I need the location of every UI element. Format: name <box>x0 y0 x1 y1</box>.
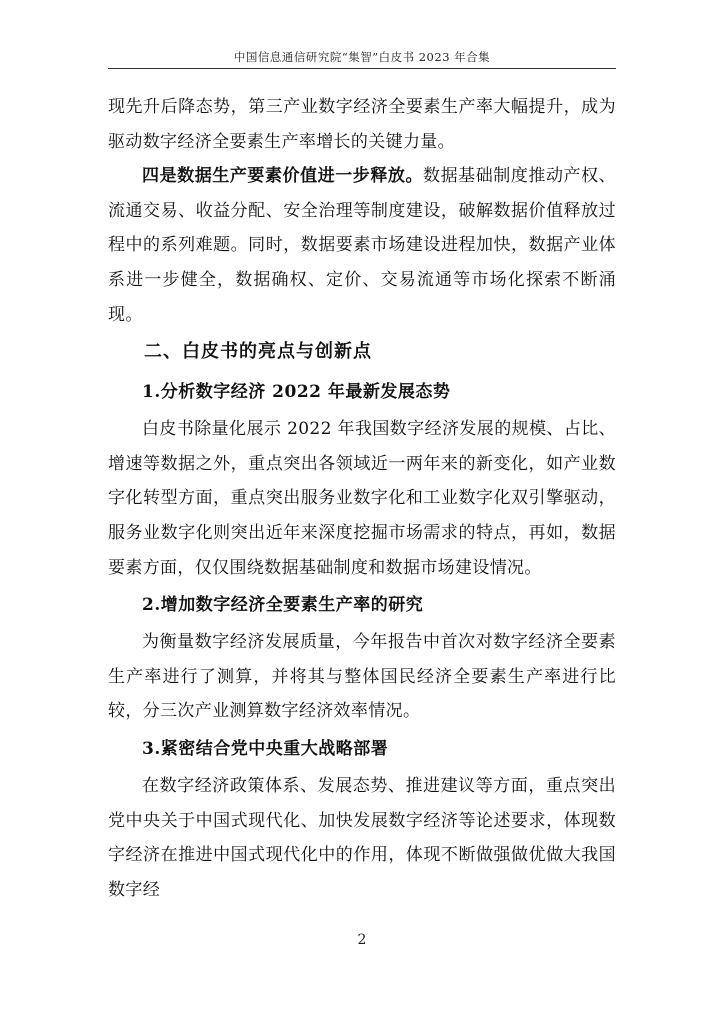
header-rule <box>108 68 616 69</box>
body-text <box>108 90 616 907</box>
paragraph-subsection-1: 白皮书除量化展示 2022 年我国数字经济发展的规模、占比、增速等数据之外，重点突出各领域近一两年来的新变化，如产业数字化转型方面，重点突出服务业数字化和工业数字化双引擎驱动，服务业数字化则突出近年来深度挖掘市场需求的特点，再如，数据要素方面，仅仅围绕数据基础制度和数据市场建设情况。 <box>108 419 616 578</box>
section-heading: 二、白皮书的亮点与创新点 <box>144 341 372 363</box>
paragraph-subsection-2: 为衡量数字经济发展质量，今年报告中首次对数字经济全要素生产率进行了测算，并将其与整体国民经济全要素生产率进行比较，分三次产业测算数字经济效率情况。 <box>108 632 616 722</box>
paragraph-continued: 现先升后降态势，第三产业数字经济全要素生产率大幅提升，成为驱动数字经济全要素生产率增长的关键力量。 <box>108 97 616 152</box>
page-number: 2 <box>357 932 367 948</box>
subheading-3: 3.紧密结合党中央重大战略部署 <box>142 738 389 759</box>
paragraph-data-elements <box>108 159 616 332</box>
subheading-2: 2.增加数字经济全要素生产率的研究 <box>142 595 424 616</box>
paragraph-lead-bold: 四是数据生产要素价值进一步释放。 <box>142 166 424 187</box>
subheading-1: 1.分析数字经济 2022 年最新发展态势 <box>142 382 451 403</box>
paragraph-subsection-3: 在数字经济政策体系、发展态势、推进建议等方面，重点突出党中央关于中国式现代化、加快发展数字经济等论述要求，体现数字经济在推进中国式现代化中的作用，体现不断做强做优做大我国数字经 <box>108 775 616 900</box>
running-header: 中国信息通信研究院“集智”白皮书 2023 年合集 <box>233 50 491 64</box>
paragraph-body: 数据基础制度推动产权、流通交易、收益分配、安全治理等制度建设，破解数据价值释放过程中的系列难题。同时，数据要素市场建设进程加快，数据产业体系进一步健全，数据确权、定价、交易流通等市场化探索不断涌现。 <box>108 166 616 325</box>
